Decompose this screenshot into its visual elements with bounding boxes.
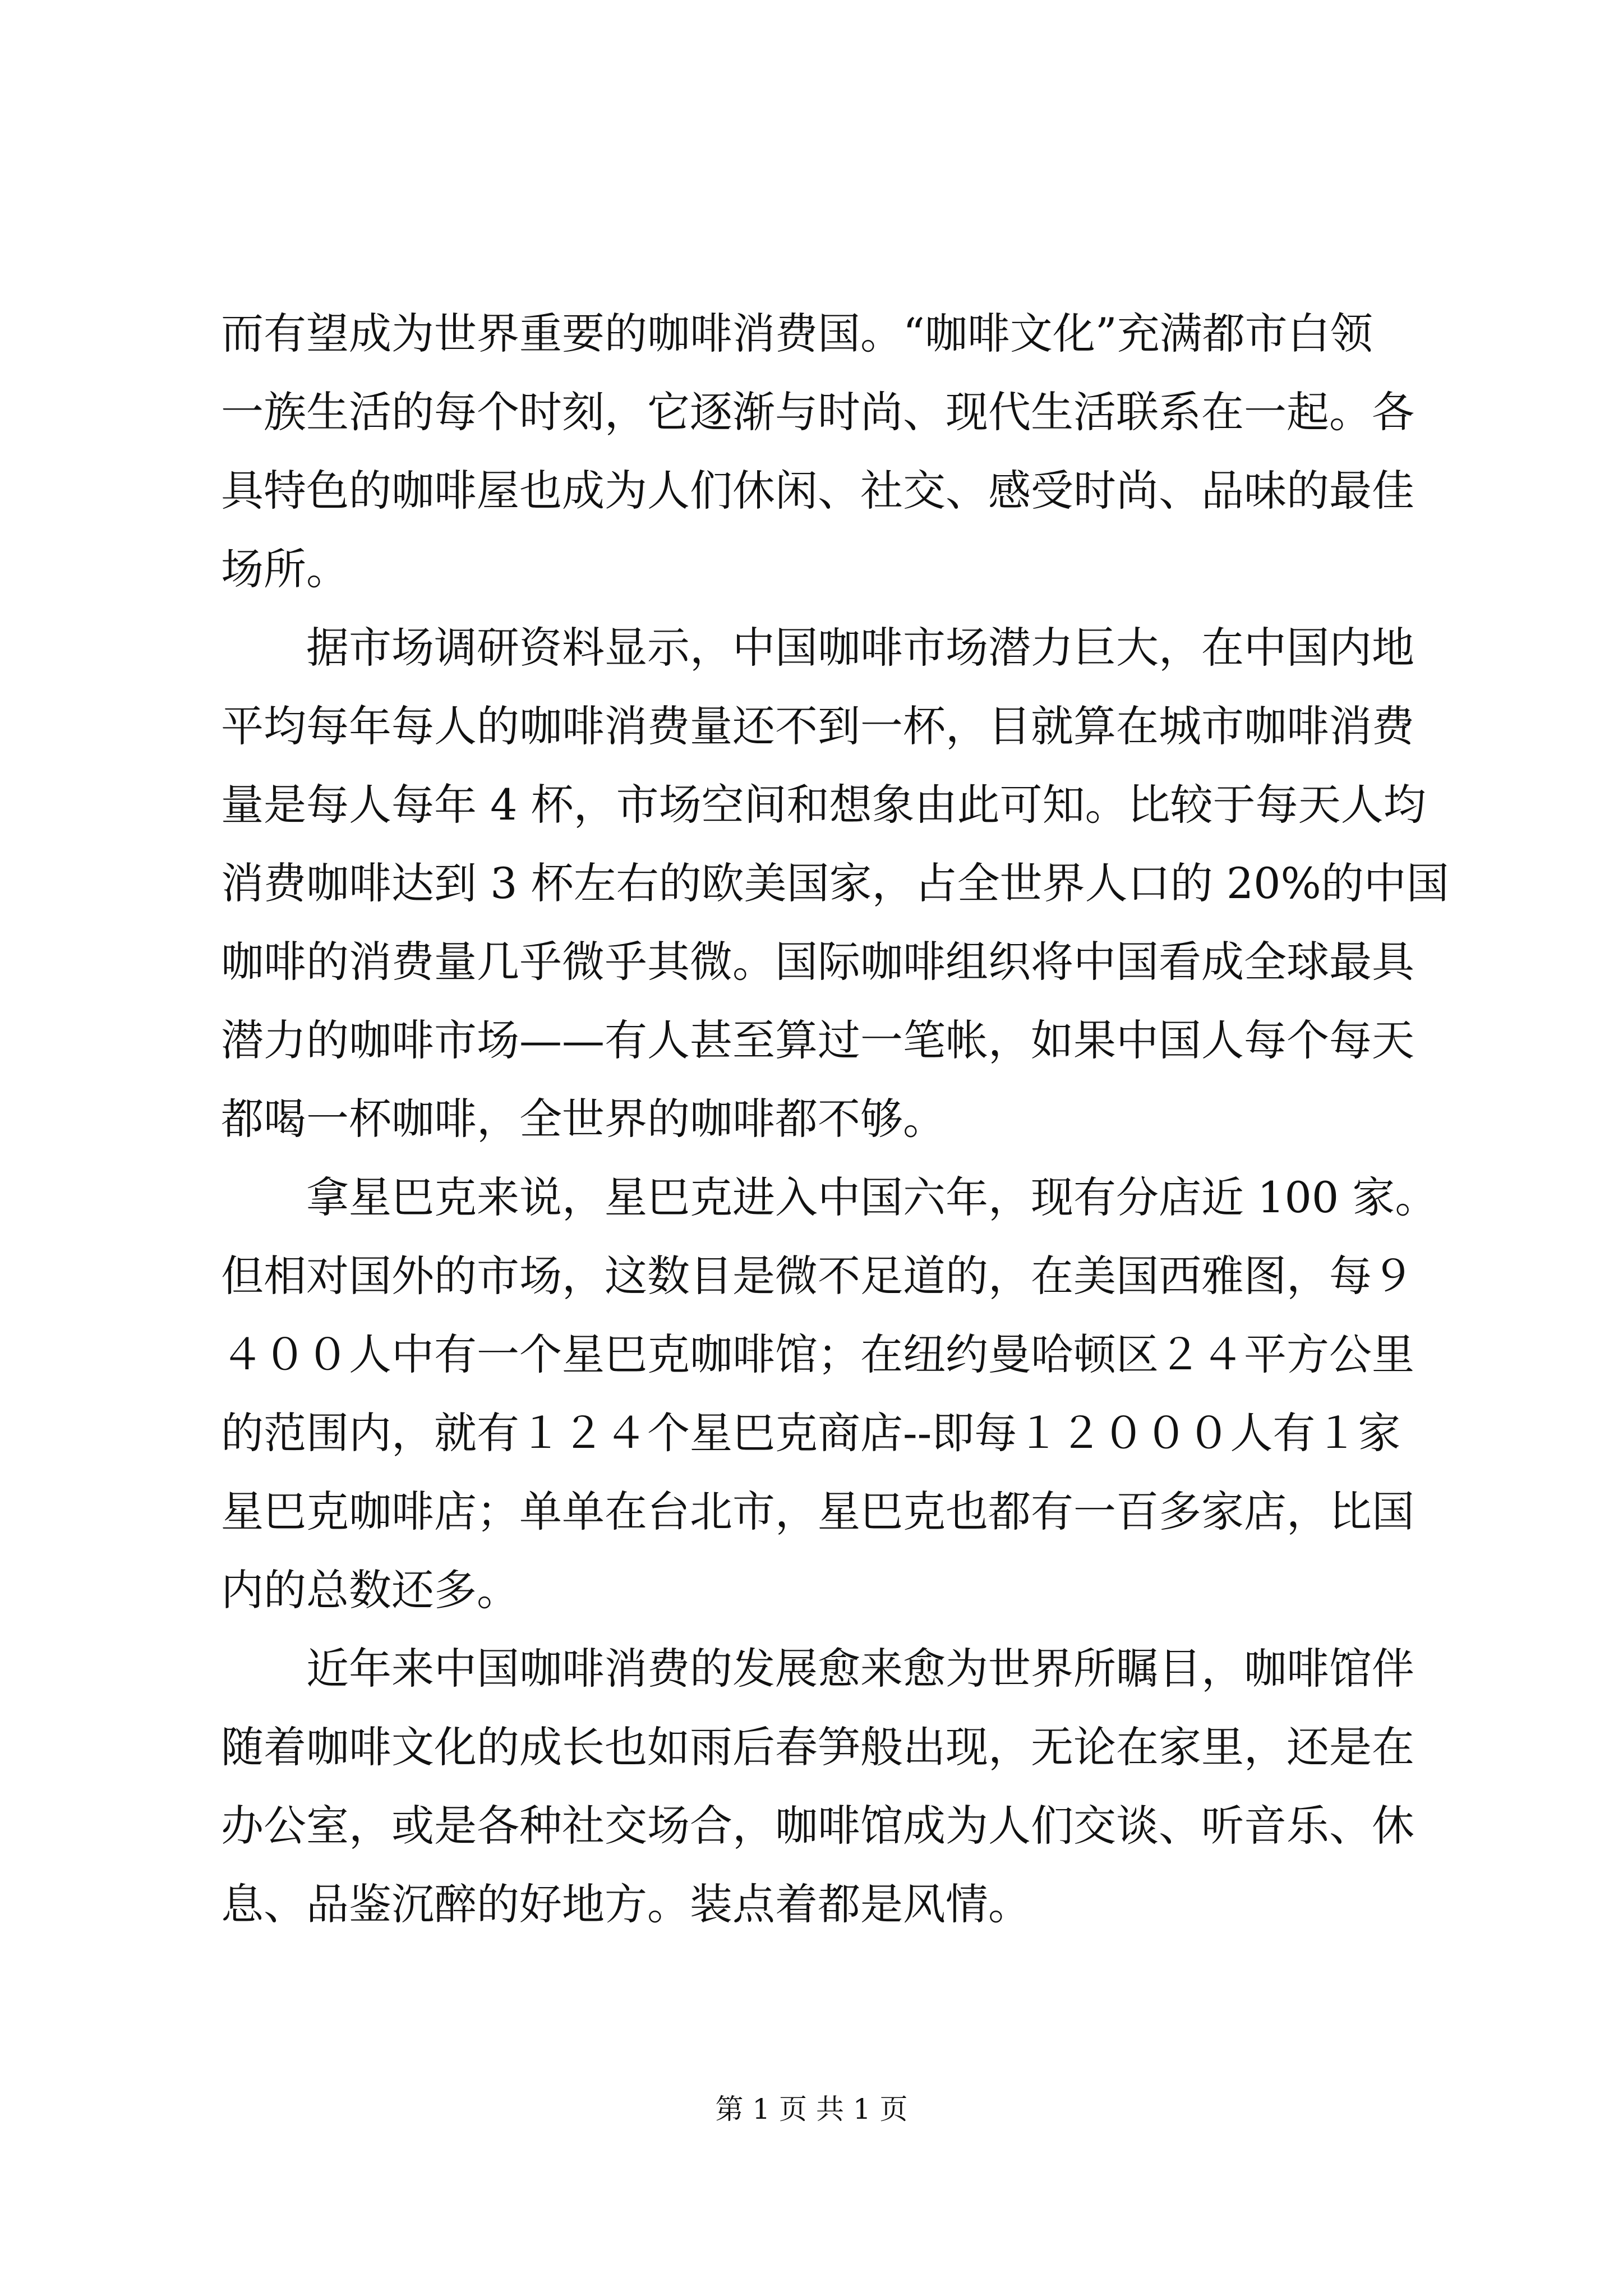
- text-line: 据市场调研资料显示，中国咖啡市场潜力巨大，在中国内地: [221, 623, 1414, 673]
- text-line: 量是每人每年 4 杯，市场空间和想象由此可知。比较于每天人均: [221, 780, 1426, 830]
- text-line: 都喝一杯咖啡，全世界的咖啡都不够。: [221, 1094, 946, 1144]
- text-line: 而有望成为世界重要的咖啡消费国。“咖啡文化”充满都市白领: [221, 309, 1373, 358]
- text-line: 的范围内，就有１２４个星巴克商店--即每１２０００人有１家: [221, 1408, 1401, 1458]
- text-line: 但相对国外的市场，这数目是微不足道的，在美国西雅图，每９: [221, 1251, 1414, 1301]
- text-line: 消费咖啡达到 3 杯左右的欧美国家，占全世界人口的 20%的中国: [221, 858, 1449, 908]
- text-line: 星巴克咖啡店；单单在台北市，星巴克也都有一百多家店，比国: [221, 1487, 1414, 1536]
- text-line: 息、品鉴沉醉的好地方。装点着都是风情。: [221, 1879, 1031, 1929]
- text-line: 场所。: [221, 544, 349, 594]
- text-line: 拿星巴克来说，星巴克进入中国六年，现有分店近 100 家。: [221, 1172, 1438, 1222]
- text-line: 近年来中国咖啡消费的发展愈来愈为世界所瞩目，咖啡馆伴: [221, 1644, 1414, 1694]
- text-line: 潜力的咖啡市场——有人甚至算过一笔帐，如果中国人每个每天: [221, 1015, 1414, 1065]
- text-line: 咖啡的消费量几乎微乎其微。国际咖啡组织将中国看成全球最具: [221, 937, 1414, 987]
- text-line: 平均每年每人的咖啡消费量还不到一杯，目就算在城市咖啡消费: [221, 701, 1414, 751]
- document-body: [221, 295, 1449, 1944]
- text-line: 一族生活的每个时刻，它逐渐与时尚、现代生活联系在一起。各: [221, 387, 1414, 437]
- page-footer: 第 1 页 共 1 页: [715, 2093, 908, 2125]
- text-line: 随着咖啡文化的成长也如雨后春笋般出现，无论在家里，还是在: [221, 1722, 1414, 1772]
- text-line: 办公室，或是各种社交场合，咖啡馆成为人们交谈、听音乐、休: [221, 1801, 1414, 1851]
- text-line: 具特色的咖啡屋也成为人们休闲、社交、感受时尚、品味的最佳: [221, 466, 1414, 516]
- text-line: 内的总数还多。: [221, 1565, 519, 1615]
- text-line: ４００人中有一个星巴克咖啡馆；在纽约曼哈顿区２４平方公里: [221, 1329, 1414, 1379]
